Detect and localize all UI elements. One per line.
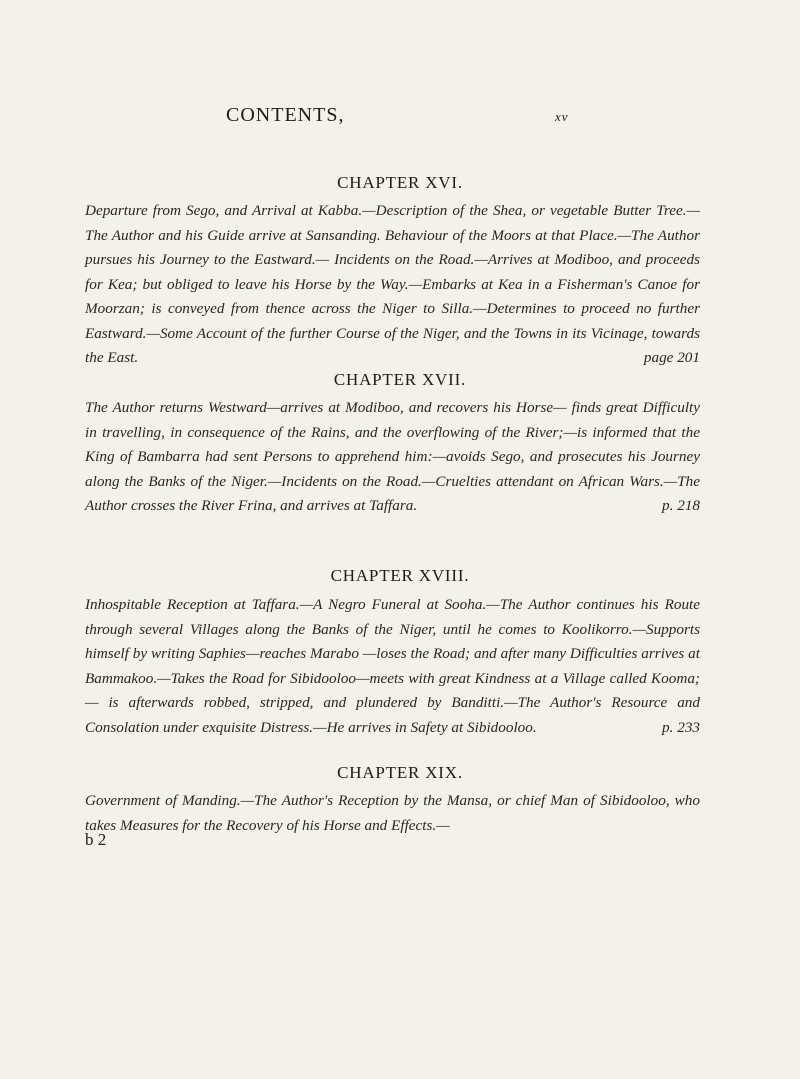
chapter-summary-text: Government of Manding.—The Author's Reception by the Mansa, or chief Man of Sibidooloo, who takes Measures for the Recovery of his Horse and Effects.—	[85, 792, 700, 834]
page-number: xv	[555, 109, 569, 124]
chapter-summary-text: Inhospitable Reception at Taffara.—A Negro Funeral at Sooha.—The Author continues his Route through several Villages along the Banks of the Niger, until he comes to Koolikorro.—Supports himself by writing Saphies—reaches Marabo —loses the Road; and after many Difficulties arrives at Bammakoo.—Takes the Road for Sibidooloo—meets with great Kindness at a Village called Kooma;— is afterwards robbed, stripped, and plundered by Banditti.—The Author's Resource and Consolation under exquisite Distress.—He arrives in Safety at Sibidooloo.	[85, 596, 700, 736]
chapter-summary-xvii	[85, 396, 700, 519]
chapter-summary-text: Departure from Sego, and Arrival at Kabba.—Description of the Shea, or vegetable Butter Tree.—The Author and his Guide arrive at Sansanding. Behaviour of the Moors at that Place.—The Author pursues his Journey to the Eastward.— Incidents on the Road.—Arrives at Modiboo, and proceeds for Kea; but obliged to leave his Horse by the Way.—Embarks at Kea in a Fisherman's Canoe for Moorzan; is conveyed from thence across the Niger to Silla.—Determines to proceed no further Eastward.—Some Account of the further Course of the Niger, and the Towns in its Vicinage, towards the East.	[85, 202, 700, 366]
chapter-summary-xvi	[85, 199, 700, 371]
chapter-summary-xix	[85, 789, 700, 838]
chapter-heading-xviii: CHAPTER XVIII.	[330, 566, 470, 585]
running-title: CONTENTS,	[226, 104, 345, 126]
page-reference: p. 218	[662, 497, 700, 514]
chapter-heading-xvii: CHAPTER XVII.	[333, 370, 467, 389]
page-reference: page 201	[643, 349, 700, 366]
chapter-heading-xix: CHAPTER XIX.	[337, 763, 463, 782]
page-reference: p. 233	[662, 718, 700, 736]
chapter-heading-xvi: CHAPTER XVI.	[337, 173, 463, 192]
running-head	[0, 104, 800, 134]
signature-mark: b 2	[85, 830, 107, 849]
chapter-summary-xviii	[85, 593, 700, 740]
chapter-summary-text: The Author returns Westward—arrives at Modiboo, and recovers his Horse— finds great Difficulty in travelling, in consequence of the Rains, and the overflowing of the River;—is informed that the King of Bambarra had sent Persons to apprehend him:—avoids Sego, and prosecutes his Journey along the Banks of the Niger.—Incidents on the Road.—Cruelties attendant on African Wars.—The Author crosses the River Frina, and arrives at Taffara.	[85, 399, 700, 514]
